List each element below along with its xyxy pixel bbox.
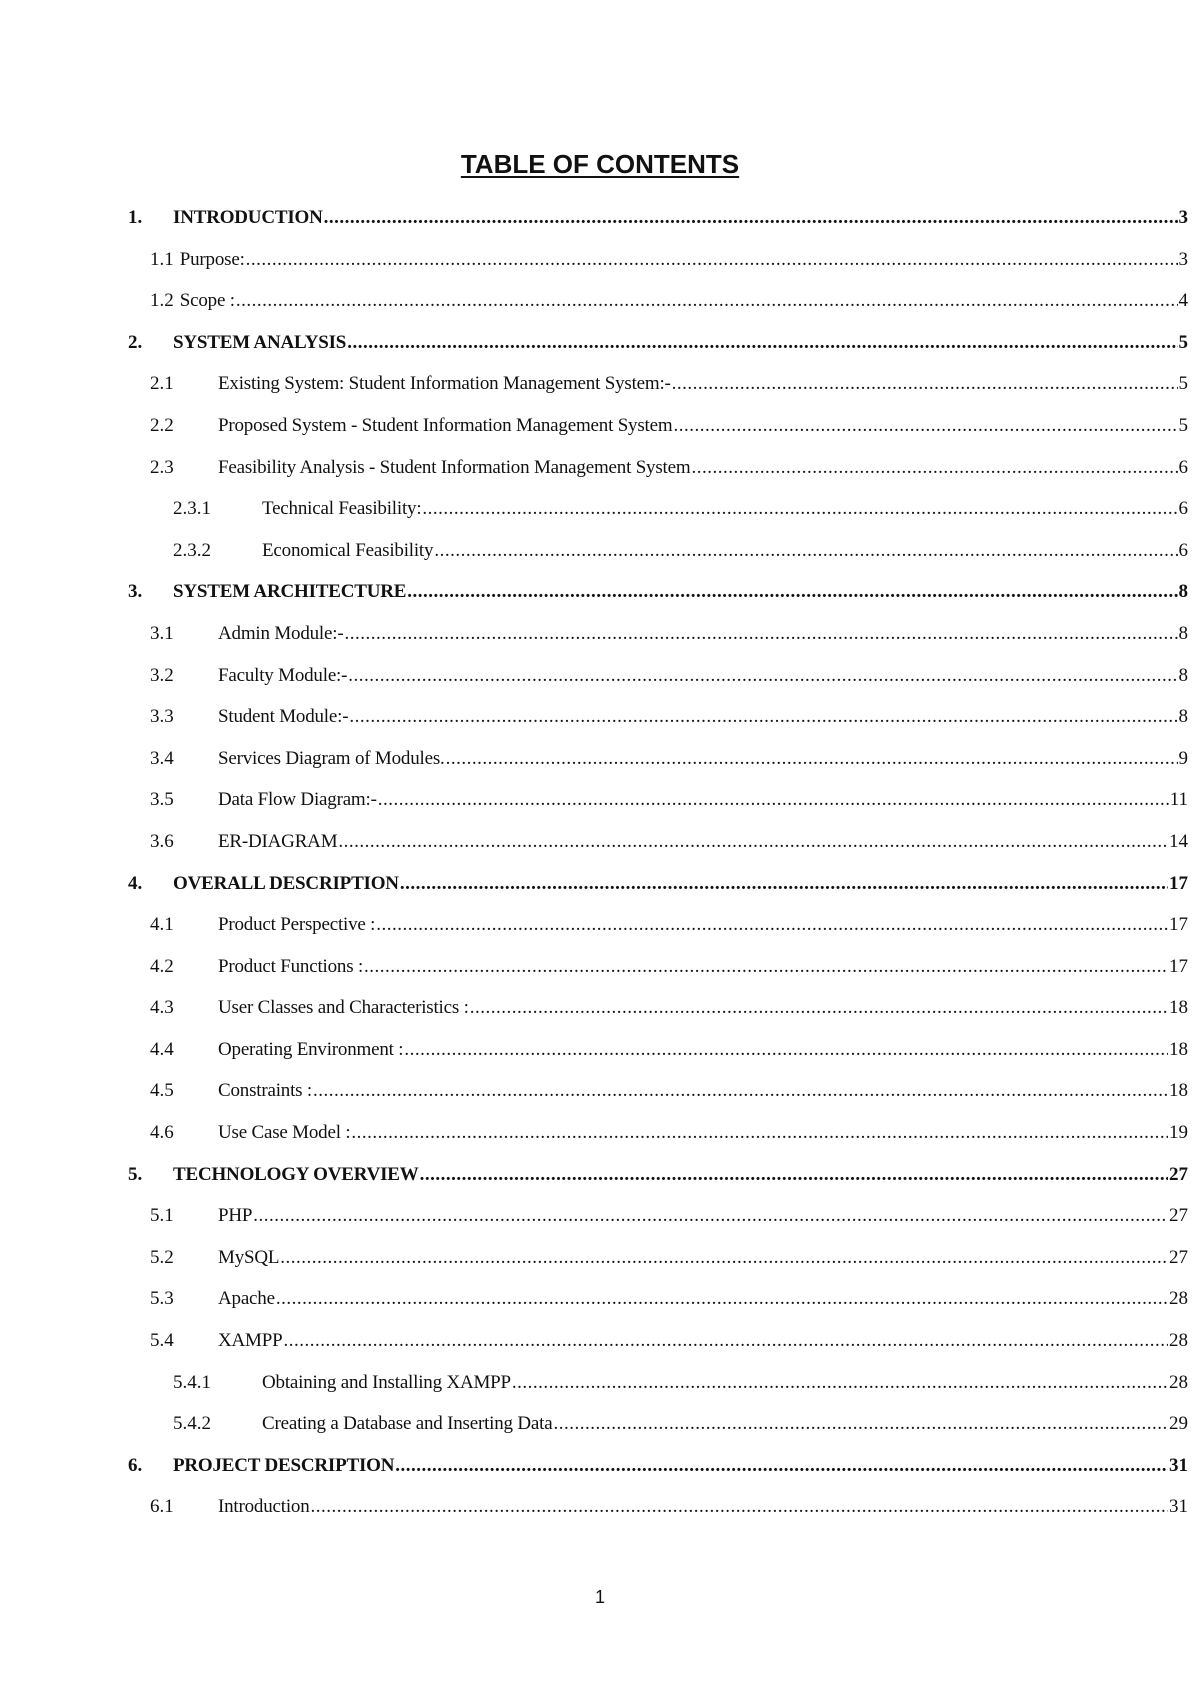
toc-entry-number: 3. bbox=[128, 581, 143, 603]
toc-entry-title: Apache bbox=[218, 1288, 275, 1310]
toc-entry-title: Proposed System - Student Information Management System bbox=[218, 414, 673, 436]
toc-dot-leader bbox=[378, 788, 1169, 812]
toc-dot-leader bbox=[470, 996, 1168, 1020]
toc-dot-leader bbox=[348, 664, 1177, 688]
toc-entry-title: Introduction bbox=[218, 1496, 310, 1518]
toc-entry-title: Product Functions : bbox=[218, 955, 364, 977]
toc-entry-page: 28 bbox=[1169, 1288, 1188, 1310]
toc-entry[interactable] bbox=[0, 913, 1188, 955]
toc-entry-page: 14 bbox=[1169, 830, 1188, 852]
toc-entry-number: 6.1 bbox=[150, 1496, 174, 1518]
toc-entry-page: 9 bbox=[1178, 747, 1188, 769]
toc-entry-title: User Classes and Characteristics : bbox=[218, 997, 469, 1019]
toc-entry[interactable] bbox=[0, 580, 1188, 622]
toc-entry-page: 6 bbox=[1178, 498, 1188, 520]
toc-entry-title: TECHNOLOGY OVERVIEW bbox=[173, 1163, 419, 1185]
toc-entry-title: Product Perspective : bbox=[218, 914, 376, 936]
toc-entry-title: Operating Environment : bbox=[218, 1038, 404, 1060]
toc-dot-leader bbox=[338, 830, 1168, 854]
toc-dot-leader bbox=[512, 1371, 1168, 1395]
toc-entry[interactable] bbox=[0, 414, 1188, 456]
toc-entry-number: 5.4.2 bbox=[173, 1413, 211, 1435]
toc-entry-title: ER-DIAGRAM bbox=[218, 830, 338, 852]
toc-entry-page: 28 bbox=[1169, 1371, 1188, 1393]
toc-entry-page: 19 bbox=[1169, 1122, 1188, 1144]
toc-entry[interactable] bbox=[0, 289, 1188, 331]
toc-entry-page: 28 bbox=[1169, 1330, 1188, 1352]
toc-entry-number: 2.3.2 bbox=[173, 539, 211, 561]
toc-entry-page: 4 bbox=[1178, 290, 1188, 312]
toc-entry[interactable] bbox=[0, 1329, 1188, 1371]
toc-entry-page: 8 bbox=[1178, 706, 1188, 728]
toc-entry-title: PHP bbox=[218, 1205, 253, 1227]
toc-entry-number: 2.3.1 bbox=[173, 498, 211, 520]
toc-dot-leader bbox=[246, 248, 1178, 272]
toc-entry-title: Data Flow Diagram:- bbox=[218, 789, 377, 811]
toc-entry[interactable] bbox=[0, 331, 1188, 373]
toc-entry-number: 6. bbox=[128, 1454, 143, 1476]
toc-entry-number: 1.2 bbox=[150, 290, 174, 312]
toc-dot-leader bbox=[276, 1287, 1168, 1311]
toc-entry-page: 6 bbox=[1178, 456, 1188, 478]
toc-dot-leader bbox=[672, 372, 1178, 396]
toc-entry-title: SYSTEM ARCHITECTURE bbox=[173, 581, 407, 603]
toc-entry-title: Obtaining and Installing XAMPP bbox=[262, 1371, 511, 1393]
toc-dot-leader bbox=[236, 289, 1178, 313]
toc-entry[interactable] bbox=[0, 1204, 1188, 1246]
toc-dot-leader bbox=[364, 955, 1168, 979]
toc-dot-leader bbox=[395, 1454, 1168, 1478]
toc-entry-page: 18 bbox=[1169, 1038, 1188, 1060]
toc-entry-title: PROJECT DESCRIPTION bbox=[173, 1454, 395, 1476]
toc-entry-number: 5.3 bbox=[150, 1288, 174, 1310]
toc-entry-number: 4.4 bbox=[150, 1038, 174, 1060]
toc-entry-page: 8 bbox=[1178, 622, 1188, 644]
toc-entry[interactable] bbox=[0, 747, 1188, 789]
toc-dot-leader bbox=[400, 872, 1168, 896]
toc-entry[interactable] bbox=[0, 872, 1188, 914]
toc-dot-leader bbox=[349, 705, 1177, 729]
toc-dot-leader bbox=[344, 622, 1177, 646]
toc-entry-page: 8 bbox=[1178, 664, 1188, 686]
toc-entry-title: INTRODUCTION bbox=[173, 207, 323, 228]
toc-entry-number: 1. bbox=[128, 207, 143, 228]
toc-dot-leader bbox=[434, 539, 1177, 563]
toc-entry[interactable] bbox=[0, 372, 1188, 414]
toc-entry-page: 11 bbox=[1169, 789, 1188, 811]
toc-entry-page: 17 bbox=[1169, 955, 1188, 977]
toc-entry-page: 31 bbox=[1169, 1496, 1188, 1518]
toc-entry-title: Purpose: bbox=[179, 248, 245, 270]
toc-entry-page: 29 bbox=[1169, 1413, 1188, 1435]
toc-heading bbox=[0, 148, 1200, 180]
toc-entry-page: 6 bbox=[1178, 539, 1188, 561]
toc-entry[interactable] bbox=[0, 788, 1188, 830]
toc-entry[interactable] bbox=[0, 1038, 1188, 1080]
toc-dot-leader bbox=[313, 1079, 1168, 1103]
toc-entry-title: Existing System: Student Information Management System:- bbox=[218, 373, 671, 395]
toc-dot-leader bbox=[673, 414, 1177, 438]
toc-entry-number: 3.6 bbox=[150, 830, 174, 852]
toc-dot-leader bbox=[404, 1038, 1168, 1062]
toc-dot-leader bbox=[420, 1163, 1168, 1187]
toc-entry[interactable] bbox=[0, 1371, 1188, 1413]
toc-entry-number: 4. bbox=[128, 872, 143, 894]
toc-entry-page: 17 bbox=[1169, 872, 1188, 894]
toc-entry-page: 3 bbox=[1178, 248, 1188, 270]
toc-entry[interactable] bbox=[0, 1163, 1188, 1205]
toc-dot-leader bbox=[691, 456, 1177, 480]
toc-entry-page: 3 bbox=[1178, 207, 1188, 228]
toc-entry[interactable] bbox=[0, 1121, 1188, 1163]
toc-entry-number: 3.2 bbox=[150, 664, 174, 686]
toc-dot-leader bbox=[407, 580, 1177, 604]
toc-entry[interactable] bbox=[0, 456, 1188, 498]
toc-entry[interactable] bbox=[0, 996, 1188, 1038]
toc-entry-page: 27 bbox=[1169, 1205, 1188, 1227]
toc-entry[interactable] bbox=[0, 497, 1188, 539]
toc-entry[interactable] bbox=[0, 248, 1188, 290]
toc-entry[interactable] bbox=[0, 705, 1188, 747]
toc-entry-number: 2. bbox=[128, 331, 143, 353]
toc-entry-title: OVERALL DESCRIPTION bbox=[173, 872, 399, 894]
toc-entry[interactable] bbox=[0, 955, 1188, 997]
toc-entry-page: 27 bbox=[1169, 1246, 1188, 1268]
toc-entry-title: Student Module:- bbox=[218, 706, 349, 728]
toc-entry-number: 5.2 bbox=[150, 1246, 174, 1268]
toc-entry-title: MySQL bbox=[218, 1246, 280, 1268]
toc-dot-leader bbox=[422, 497, 1177, 521]
toc-dot-leader bbox=[376, 913, 1168, 937]
toc-entry-title: Economical Feasibility bbox=[262, 539, 434, 561]
toc-entry-number: 3.5 bbox=[150, 789, 174, 811]
toc-entry[interactable] bbox=[0, 1454, 1188, 1496]
toc-heading-text: TABLE OF CONTENTS bbox=[460, 149, 740, 179]
toc-entry-title: SYSTEM ANALYSIS bbox=[173, 331, 347, 353]
toc-entry-number: 5.4 bbox=[150, 1330, 174, 1352]
toc-entry[interactable] bbox=[0, 664, 1188, 706]
toc-entry-number: 3.3 bbox=[150, 706, 174, 728]
toc-entry-title: Creating a Database and Inserting Data bbox=[262, 1413, 553, 1435]
toc-entry-number: 2.2 bbox=[150, 414, 174, 436]
toc-entry-number: 5. bbox=[128, 1163, 143, 1185]
toc-entry-number: 4.5 bbox=[150, 1080, 174, 1102]
toc-entry-title: Faculty Module:- bbox=[218, 664, 348, 686]
toc-entry[interactable] bbox=[0, 1495, 1188, 1537]
toc-entry-number: 2.1 bbox=[150, 373, 174, 395]
toc-entry-page: 18 bbox=[1169, 1080, 1188, 1102]
toc-dot-leader bbox=[253, 1204, 1168, 1228]
toc-entry-number: 2.3 bbox=[150, 456, 174, 478]
toc-entry-title: Technical Feasibility: bbox=[262, 498, 422, 520]
toc-entry-number: 3.1 bbox=[150, 622, 174, 644]
toc-dot-leader bbox=[311, 1495, 1168, 1519]
toc-entry-page: 8 bbox=[1178, 581, 1188, 603]
toc-entry-title: Feasibility Analysis - Student Information Management System bbox=[218, 456, 691, 478]
toc-dot-leader bbox=[324, 206, 1178, 230]
toc-entry-number: 3.4 bbox=[150, 747, 174, 769]
toc-entry-title: Scope : bbox=[179, 290, 235, 312]
toc-entry-number: 5.1 bbox=[150, 1205, 174, 1227]
toc-entry-number: 4.6 bbox=[150, 1122, 174, 1144]
toc-entry-title: Admin Module:- bbox=[218, 622, 344, 644]
toc-entry[interactable] bbox=[0, 206, 1188, 248]
toc-entry-number: 1.1 bbox=[150, 248, 174, 270]
toc-entry[interactable] bbox=[0, 1412, 1188, 1454]
toc-entry-page: 27 bbox=[1169, 1163, 1188, 1185]
toc-entry-page: 5 bbox=[1178, 414, 1188, 436]
toc-entry-page: 31 bbox=[1169, 1454, 1188, 1476]
toc-entry[interactable] bbox=[0, 1079, 1188, 1121]
toc-entry-title: Use Case Model : bbox=[218, 1122, 351, 1144]
page-number: 1 bbox=[594, 1587, 605, 1607]
toc-entry-number: 4.2 bbox=[150, 955, 174, 977]
toc-dot-leader bbox=[347, 331, 1177, 355]
toc-dot-leader bbox=[280, 1246, 1168, 1270]
toc-entry-title: Services Diagram of Modules. bbox=[218, 747, 445, 769]
toc-entry[interactable] bbox=[0, 1287, 1188, 1329]
toc-list bbox=[0, 206, 1200, 1537]
toc-entry-number: 4.3 bbox=[150, 997, 174, 1019]
toc-entry-page: 17 bbox=[1169, 914, 1188, 936]
toc-entry-number: 4.1 bbox=[150, 914, 174, 936]
toc-entry[interactable] bbox=[0, 622, 1188, 664]
toc-dot-leader bbox=[553, 1412, 1168, 1436]
toc-entry-title: XAMPP bbox=[218, 1330, 283, 1352]
toc-entry[interactable] bbox=[0, 1246, 1188, 1288]
toc-entry-title: Constraints : bbox=[218, 1080, 312, 1102]
toc-entry-number: 5.4.1 bbox=[173, 1371, 211, 1393]
toc-entry[interactable] bbox=[0, 830, 1188, 872]
toc-entry-page: 5 bbox=[1178, 331, 1188, 353]
toc-entry-page: 18 bbox=[1169, 997, 1188, 1019]
toc-dot-leader bbox=[283, 1329, 1168, 1353]
toc-dot-leader bbox=[351, 1121, 1168, 1145]
toc-entry-page: 5 bbox=[1178, 373, 1188, 395]
toc-entry[interactable] bbox=[0, 539, 1188, 581]
toc-dot-leader bbox=[446, 747, 1178, 771]
